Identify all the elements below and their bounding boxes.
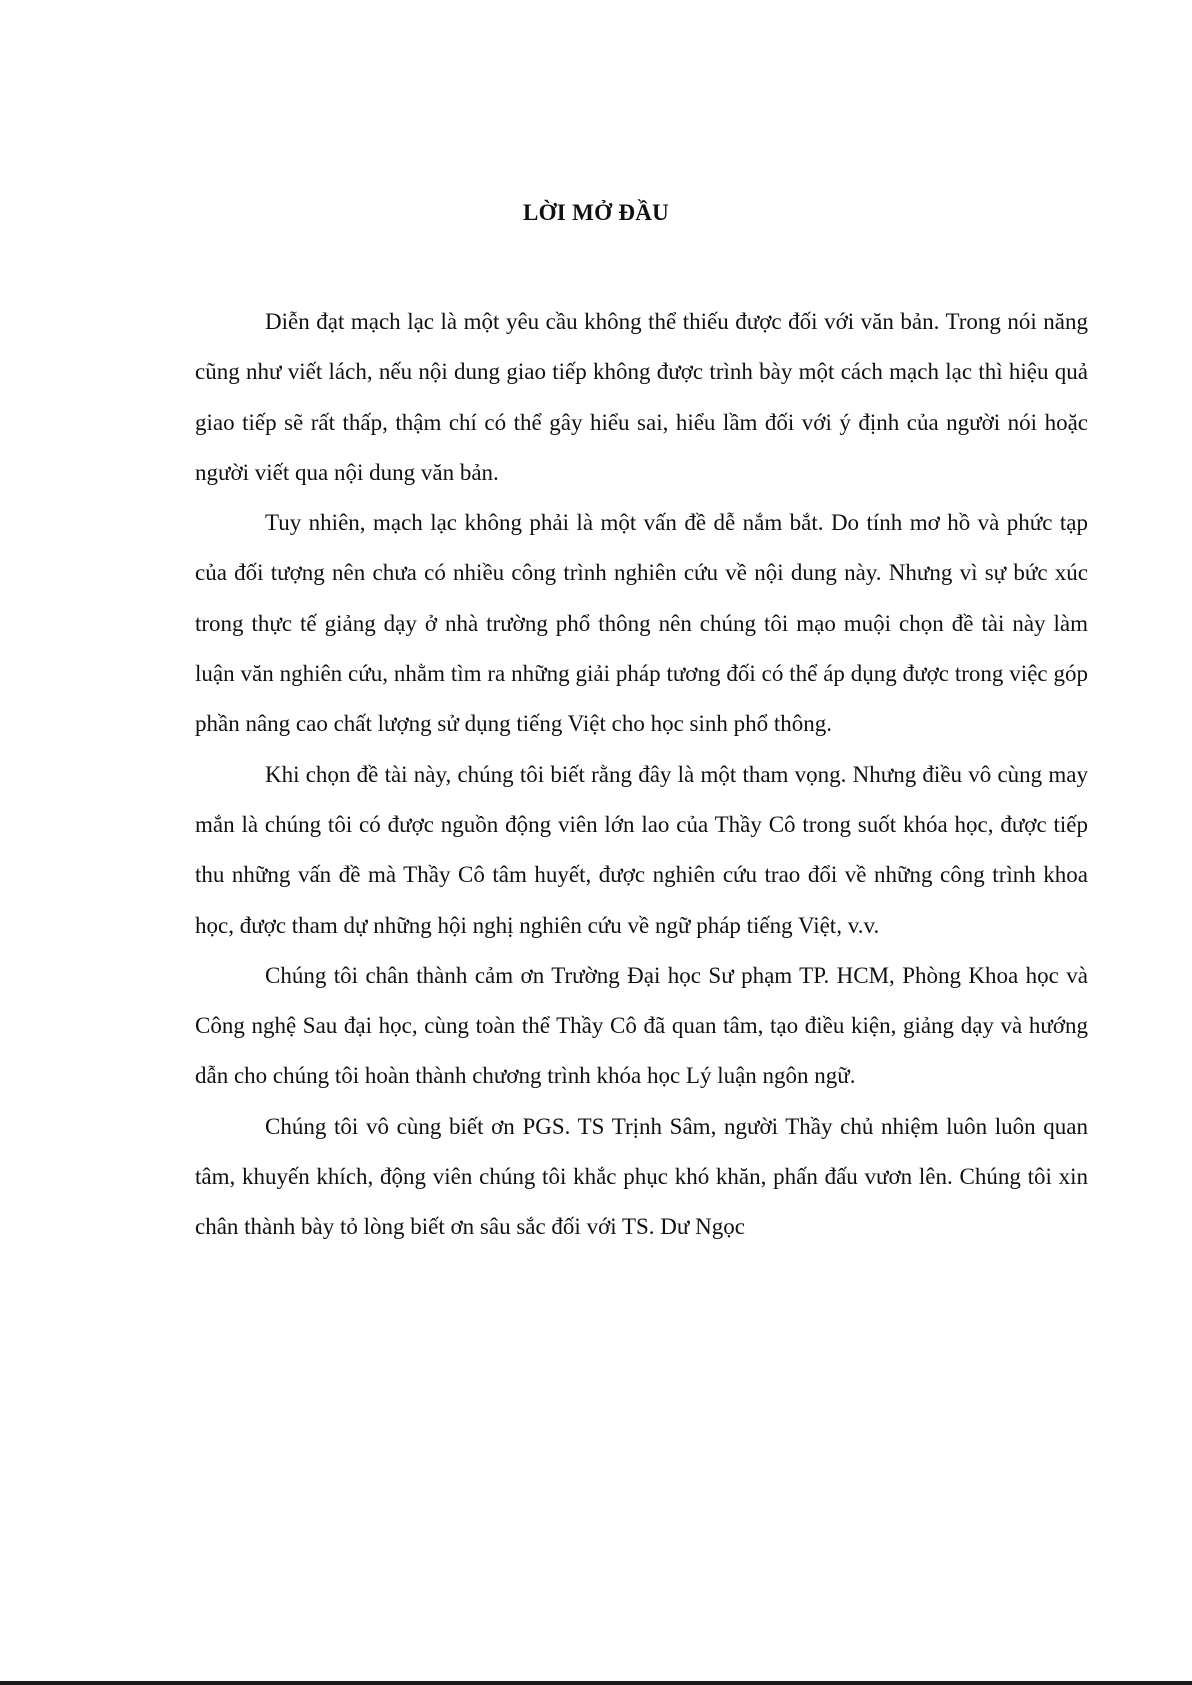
page-title: LỜI MỞ ĐẦU [522, 200, 670, 225]
paragraph-1: Diễn đạt mạch lạc là một yêu cầu không thể thiếu được đối với văn bản. Trong nói năng cũng như viết lách, nếu nội dung giao tiếp không được trình bày một cách mạch lạc thì hiệu quả giao tiếp sẽ rất thấp, thậm chí có thể gây hiểu sai, hiểu lầm đối với ý định của người nói hoặc người viết qua nội dung văn bản. [195, 309, 1088, 485]
paragraph-3: Khi chọn đề tài này, chúng tôi biết rằng đây là một tham vọng. Nhưng điều vô cùng may mắn là chúng tôi có được nguồn động viên lớn lao của Thầy Cô trong suốt khóa học, được tiếp thu những vấn đề mà Thầy Cô tâm huyết, được nghiên cứu trao đổi về những công trình khoa học, được tham dự những hội nghị nghiên cứu về ngữ pháp tiếng Việt, v.v. [195, 761, 1088, 938]
body-text [195, 297, 1088, 1253]
paragraph-2: Tuy nhiên, mạch lạc không phải là một vấn đề dễ nắm bắt. Do tính mơ hồ và phức tạp của đối tượng nên chưa có nhiều công trình nghiên cứu về nội dung này. Nhưng vì sự bức xúc trong thực tế giảng dạy ở nhà trường phổ thông nên chúng tôi mạo muội chọn đề tài này làm luận văn nghiên cứu, nhằm tìm ra những giải pháp tương đối có thể áp dụng được trong việc góp phần nâng cao chất lượng sử dụng tiếng Việt cho học sinh phổ thông. [195, 510, 1088, 737]
paragraph-4: Chúng tôi chân thành cảm ơn Trường Đại học Sư phạm TP. HCM, Phòng Khoa học và Công nghệ Sau đại học, cùng toàn thể Thầy Cô đã quan tâm, tạo điều kiện, giảng dạy và hướng dẫn cho chúng tôi hoàn thành chương trình khóa học Lý luận ngôn ngữ. [195, 962, 1088, 1089]
bottom-edge-rule [0, 1681, 1192, 1685]
paragraph-5: Chúng tôi vô cùng biết ơn PGS. TS Trịnh Sâm, người Thầy chủ nhiệm luôn luôn quan tâm, khuyến khích, động viên chúng tôi khắc phục khó khăn, phấn đấu vươn lên. Chúng tôi xin chân thành bày tỏ lòng biết ơn sâu sắc đối với TS. Dư Ngọc [195, 1113, 1088, 1240]
